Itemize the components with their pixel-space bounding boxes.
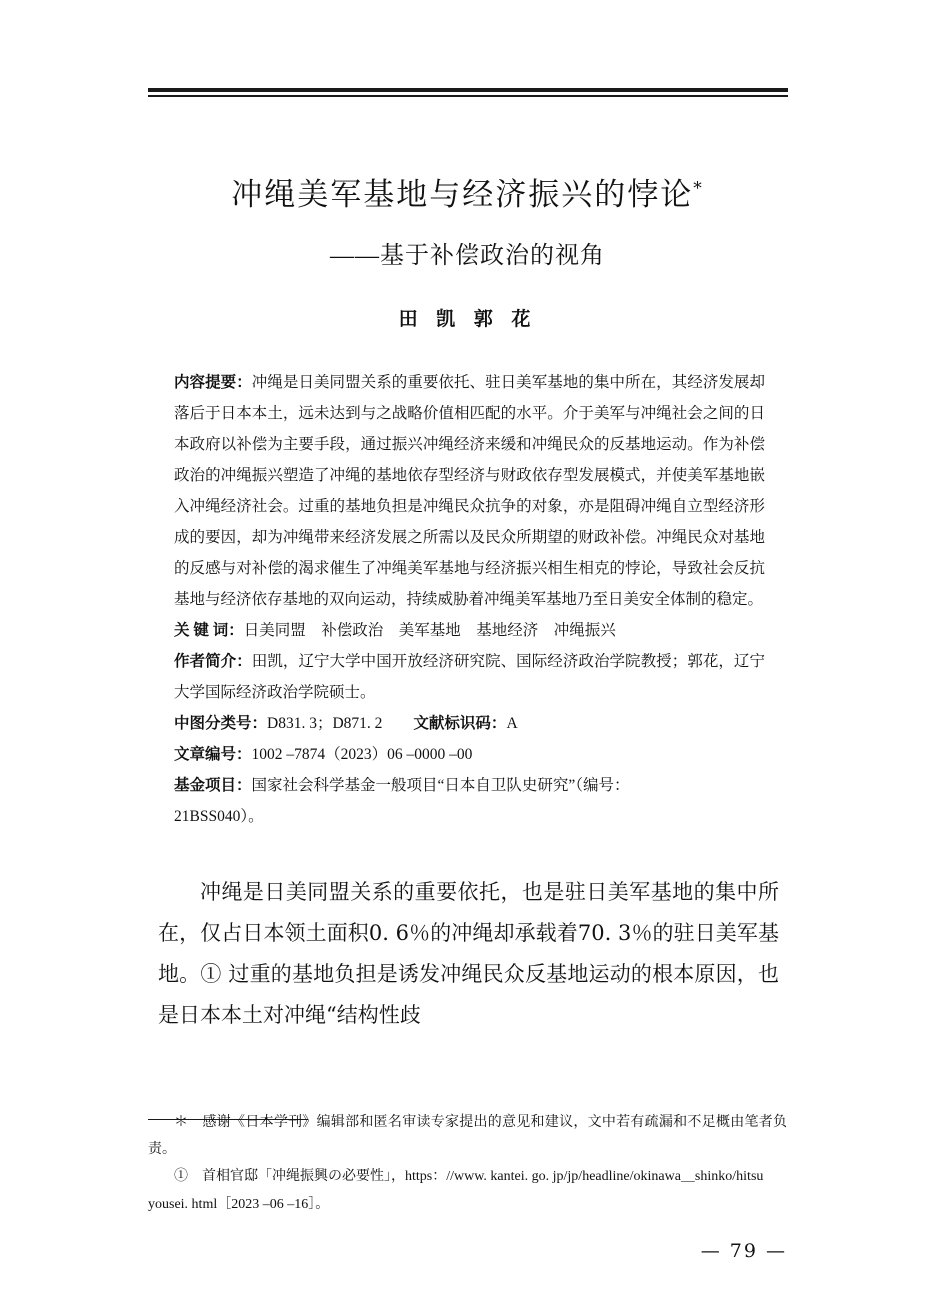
keywords-line	[174, 615, 765, 646]
abstract-block	[148, 367, 787, 832]
author-bio-text: 田凯，辽宁大学中国开放经济研究院、国际经济政治学院教授；郭花，辽宁大学国际经济政治学院硕士。	[174, 652, 765, 701]
footnotes	[148, 1109, 787, 1218]
page-title	[148, 169, 787, 214]
header-rule	[148, 88, 788, 97]
doc-code-label: 文献标识码：	[413, 714, 507, 732]
abstract-label: 内容提要：	[174, 373, 252, 391]
author-bio-label: 作者简介：	[174, 652, 252, 670]
page-number: — 79 —	[700, 1240, 787, 1262]
footnote-item	[148, 1109, 787, 1164]
footnote-marker: ①	[174, 1169, 188, 1185]
keywords-label: 关 键 词：	[174, 621, 244, 639]
fund-text: 国家社会科学基金一般项目“日本自卫队史研究”（编号：	[251, 776, 630, 794]
fund-label: 基金项目：	[174, 776, 252, 794]
title-text: 冲绳美军基地与经济振兴的悖论	[231, 177, 694, 213]
title-footnote-marker: *	[693, 178, 704, 199]
article-page	[0, 88, 935, 1296]
footnote-marker: ＊	[174, 1114, 189, 1130]
doc-code-text: A	[506, 714, 518, 732]
author-byline: 田 凯 郭 花	[398, 307, 537, 330]
footnote-item	[148, 1163, 787, 1190]
body-text	[148, 872, 787, 1036]
article-id-label: 文章编号：	[174, 745, 252, 763]
page-subtitle: ——基于补偿政治的视角	[330, 242, 605, 269]
fund-line-cont: 21BSS040）。	[174, 807, 264, 825]
article-id-line	[174, 739, 765, 770]
body-paragraph: 冲绳是日美同盟关系的重要依托，也是驻日美军基地的集中所在，仅占日本领土面积0. 6％的冲绳却承载着70. 3％的驻日美军基地。① 过重的基地负担是诱发冲绳民众反基地运动的根本原因，也是日本本土对冲绳“结构性歧	[158, 879, 779, 1027]
footnote-item-cont: yousei. html［2023 –06 –16］。	[148, 1196, 330, 1212]
fund-line	[174, 770, 765, 801]
author-bio-line	[174, 646, 765, 708]
abstract-paragraph	[174, 367, 765, 615]
classification-line	[174, 708, 765, 739]
abstract-text: 冲绳是日美同盟关系的重要依托、驻日美军基地的集中所在，其经济发展却落后于日本本土，远未达到与之战略价值相匹配的水平。介于美军与冲绳社会之间的日本政府以补偿为主要手段，通过振兴冲绳经济来缓和冲绳民众的反基地运动。作为补偿政治的冲绳振兴塑造了冲绳的基地依存型经济与财政依存型发展模式，并使美军基地嵌入冲绳经济社会。过重的基地负担是冲绳民众抗争的对象，亦是阻碍冲绳自立型经济形成的要因，却为冲绳带来经济发展之所需以及民众所期望的财政补偿。冲绳民众对基地的反感与对补偿的渴求催生了冲绳美军基地与经济振兴相生相克的悖论，导致社会反抗基地与经济依存基地的双向运动，持续威胁着冲绳美军基地乃至日美安全体制的稳定。	[174, 373, 765, 608]
article-id-text: 1002 –7874（2023）06 –0000 –00	[251, 745, 473, 763]
footnote-text: 感谢《日本学刊》编辑部和匿名审读专家提出的意见和建议，文中若有疏漏和不足概由笔者负责。	[148, 1114, 788, 1158]
keywords-text: 日美同盟 补偿政治 美军基地 基地经济 冲绳振兴	[243, 621, 616, 639]
clc-text: D831. 3；D871. 2	[267, 714, 383, 732]
clc-label: 中图分类号：	[174, 714, 268, 732]
footnote-text: 首相官邸「冲绳振興の必要性」，https：//www. kantei. go. jp/jp/headline/okinawa＿shinko/hitsu	[202, 1169, 764, 1185]
